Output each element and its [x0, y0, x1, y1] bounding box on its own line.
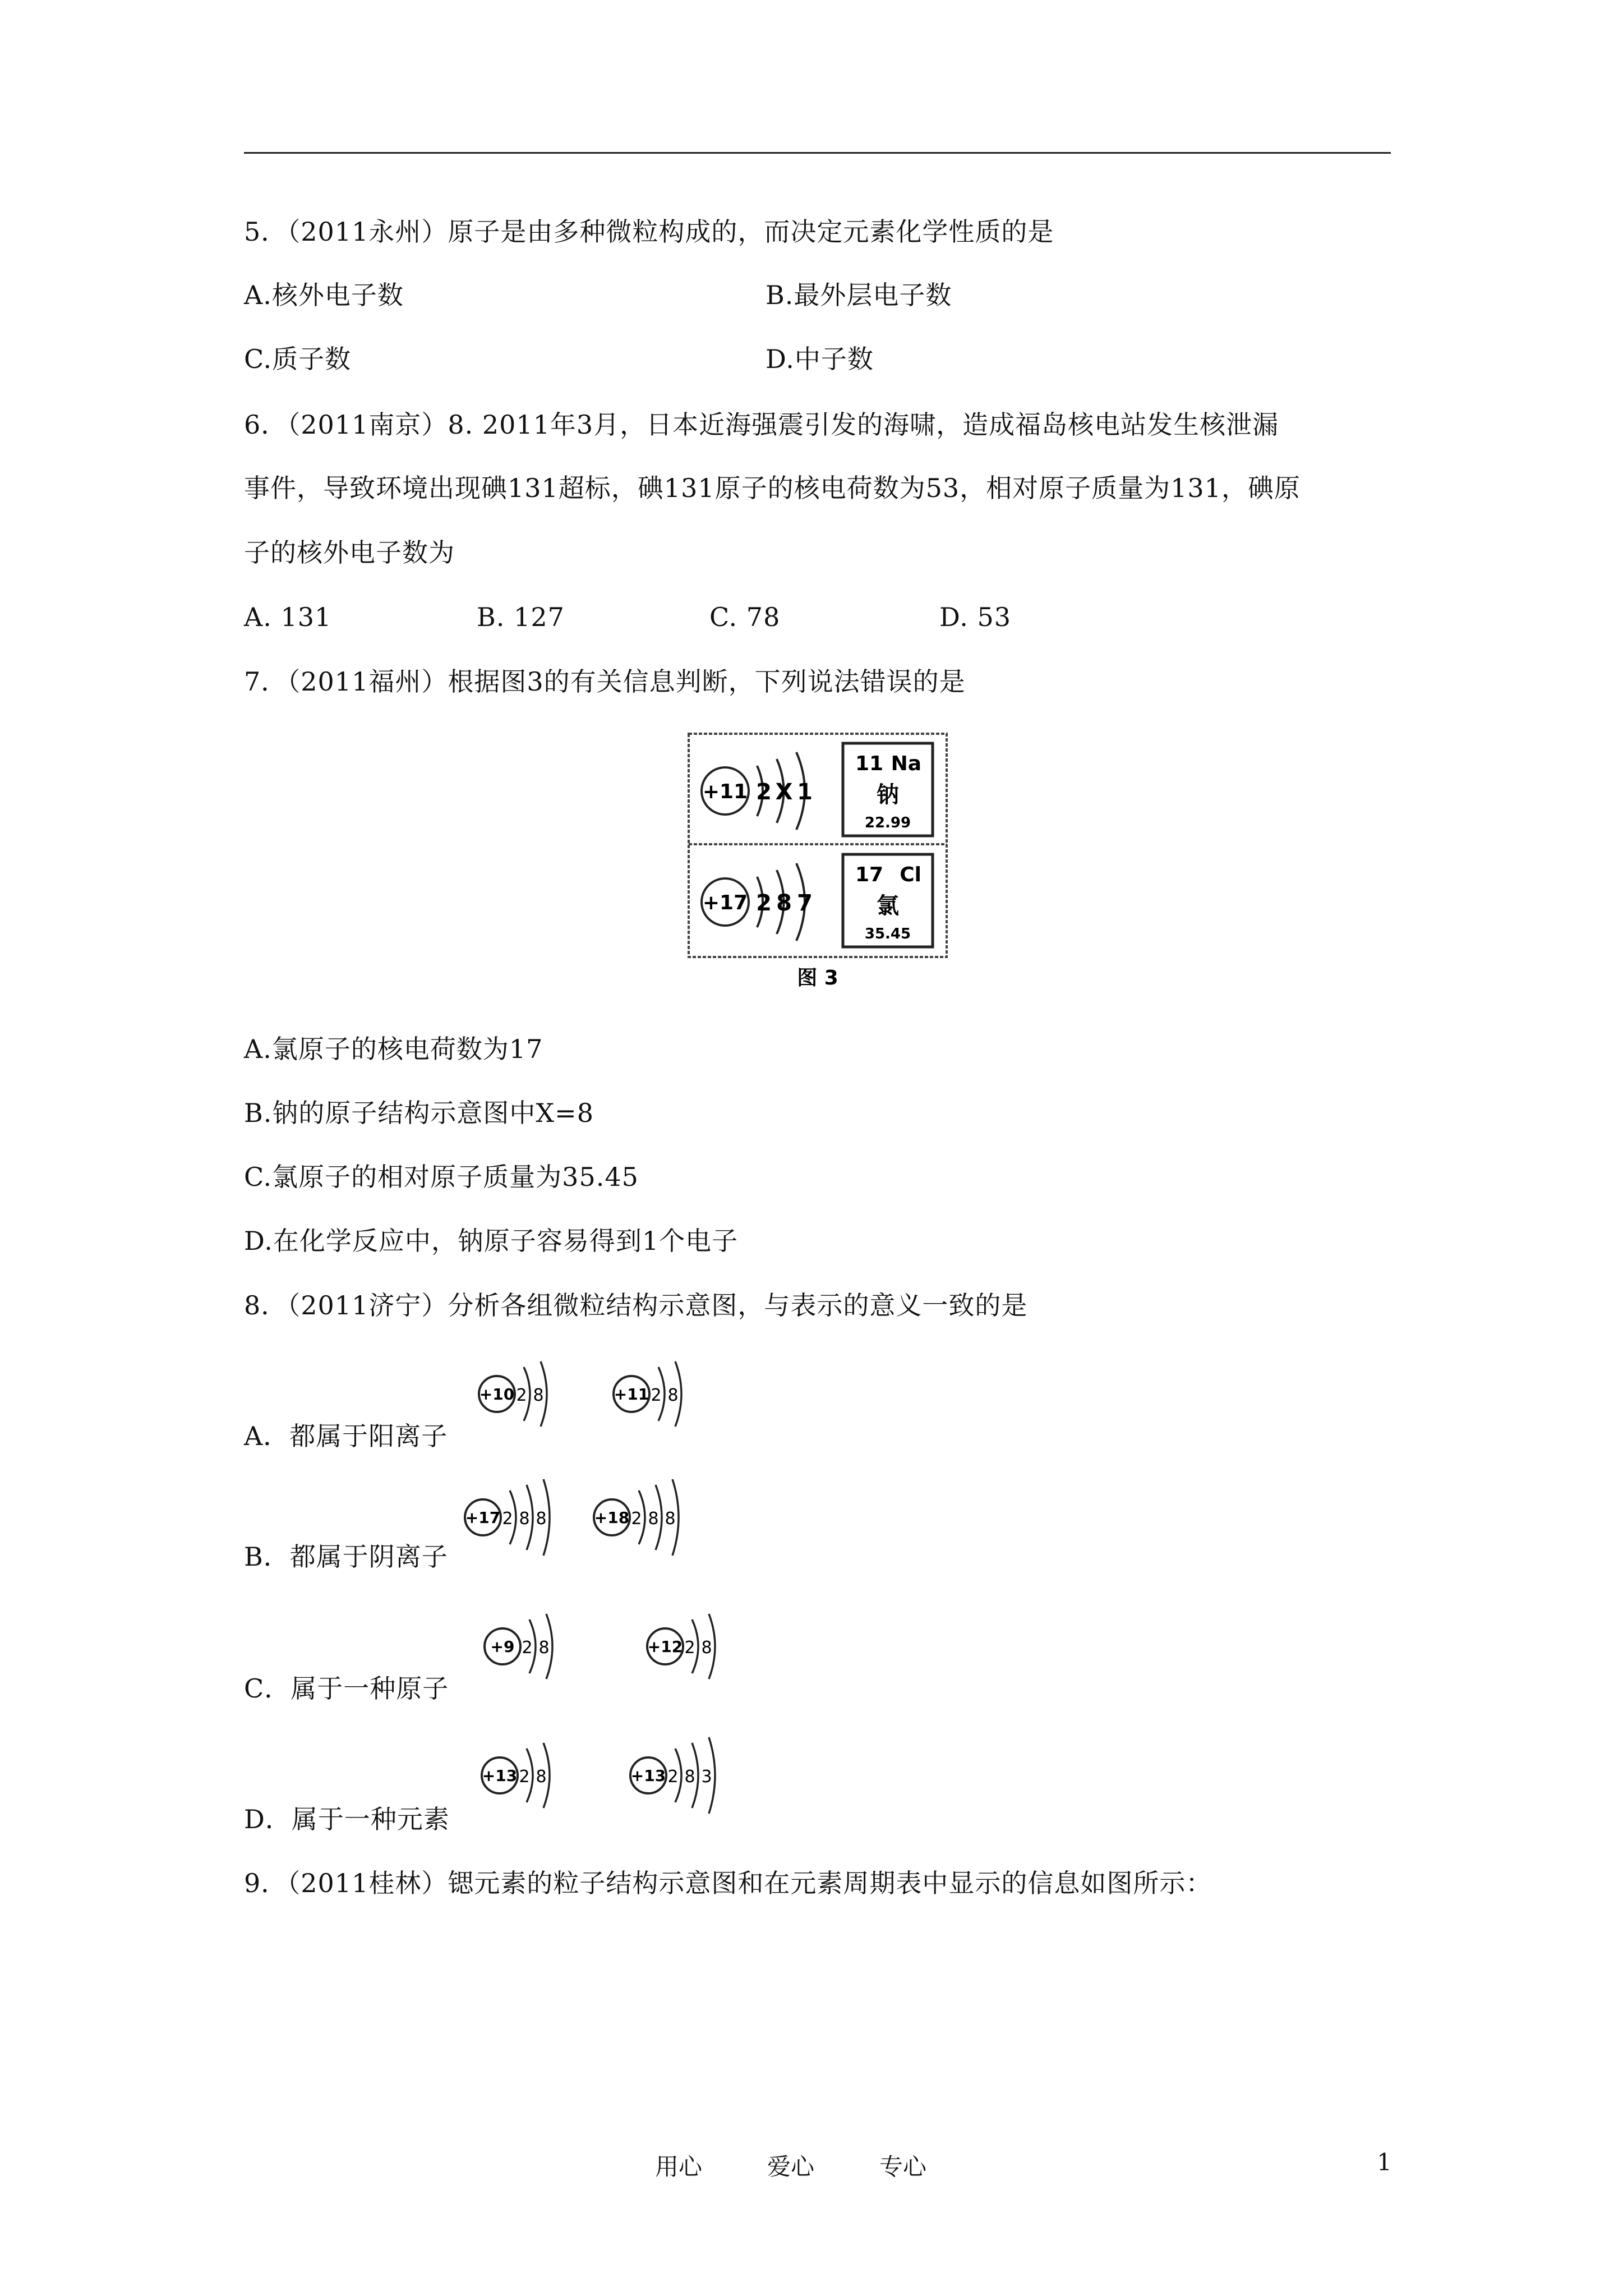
q8-option-a-diagram-1 — [477, 1352, 561, 1436]
cl-name: 氯 — [877, 893, 899, 919]
q9-stem: 9．（2011桂林）锶元素的粒子结构示意图和在元素周期表中显示的信息如图所示： — [244, 1868, 1212, 1898]
q8-option-d-label: D．属于一种元素 — [244, 1804, 450, 1834]
na-mass: 22.99 — [864, 815, 911, 831]
shell-count: 3 — [701, 1767, 712, 1787]
q8-option-b-diagram-2 — [592, 1475, 693, 1559]
nucleus-label: +9 — [490, 1637, 515, 1656]
shell-count: 2 — [522, 1638, 533, 1658]
q6-line-3: 子的核外电子数为 — [244, 537, 455, 568]
nucleus-label: +18 — [594, 1508, 630, 1527]
na-shell-count: X — [775, 779, 793, 805]
shell-count: 8 — [536, 1509, 547, 1529]
atom-structure-diagram — [479, 1733, 564, 1818]
shell-count: 2 — [502, 1509, 513, 1529]
shell-count: 8 — [533, 1386, 544, 1405]
q6-line-1: 6．（2011南京）8. 2011年3月，日本近海强震引发的海啸，造成福岛核电站发生核泄漏 — [244, 409, 1279, 440]
shell-count: 8 — [701, 1638, 712, 1658]
na-name: 钠 — [877, 782, 899, 808]
atom-structure-diagram — [645, 1604, 729, 1688]
na-atom-diagram — [702, 752, 813, 830]
q7-stem: 7．（2011福州）根据图3的有关信息判断，下列说法错误的是 — [244, 666, 966, 697]
na-element-card — [843, 743, 933, 836]
q8-option-c-diagram-1 — [482, 1604, 566, 1688]
footer-item-1: 用心 — [655, 2153, 703, 2180]
na-shell-count: 1 — [797, 779, 813, 805]
q8-option-c-label: C．属于一种原子 — [244, 1673, 449, 1704]
atom-structure-diagram — [611, 1352, 695, 1436]
atom-structure-diagram — [628, 1733, 729, 1818]
atom-structure-diagram — [477, 1352, 561, 1436]
q5-stem: 5．（2011永州）原子是由多种微粒构成的，而决定元素化学性质的是 — [244, 217, 1054, 247]
q8-option-d-diagram-2 — [628, 1733, 729, 1818]
q7-option-b: B.钠的原子结构示意图中X=8 — [244, 1098, 594, 1128]
atom-structure-diagram — [592, 1475, 693, 1559]
nucleus-label: +13 — [630, 1766, 666, 1785]
shell-count: 8 — [648, 1509, 659, 1529]
na-atomic-number: 11 — [855, 752, 884, 775]
page-number: 1 — [1377, 2148, 1392, 2176]
q8-option-b-label: B．都属于阴离子 — [244, 1542, 448, 1572]
nucleus-label: +11 — [614, 1385, 649, 1404]
footer-item-2: 爱心 — [767, 2153, 815, 2180]
q8-option-a-diagram-2 — [611, 1352, 695, 1436]
nucleus-label: +12 — [647, 1637, 683, 1656]
q8-option-c-diagram-2 — [645, 1604, 729, 1688]
shell-count: 8 — [684, 1767, 695, 1787]
nucleus-label: +10 — [479, 1385, 515, 1404]
shell-count: 2 — [631, 1509, 642, 1529]
q5-option-d: D.中子数 — [766, 344, 874, 374]
na-shell-count: 2 — [756, 779, 772, 805]
figure-caption: 图 3 — [797, 967, 838, 990]
cl-shell-count: 8 — [776, 890, 792, 916]
q7-option-d: D.在化学反应中，钠原子容易得到1个电子 — [244, 1226, 739, 1256]
q6-line-2: 事件，导致环境出现碘131超标，碘131原子的核电荷数为53，相对原子质量为131，碘原 — [244, 473, 1301, 503]
cl-atom-diagram — [702, 863, 813, 941]
q8-option-a-label: A．都属于阳离子 — [244, 1421, 448, 1451]
shell-count: 2 — [519, 1767, 530, 1787]
shell-count: 2 — [516, 1386, 527, 1405]
figure-3 — [687, 732, 951, 990]
cl-element-card — [843, 854, 933, 947]
q5-option-c: C.质子数 — [244, 344, 352, 374]
shell-count: 8 — [536, 1767, 547, 1787]
shell-count: 8 — [519, 1509, 530, 1529]
cl-nucleus-label: +17 — [702, 891, 748, 914]
shell-count: 2 — [651, 1386, 662, 1405]
q5-option-a: A.核外电子数 — [244, 280, 404, 310]
q7-option-a: A.氯原子的核电荷数为17 — [244, 1034, 543, 1064]
shell-count: 8 — [667, 1386, 679, 1405]
footer-item-3: 专心 — [879, 2153, 927, 2180]
q5-option-b: B.最外层电子数 — [766, 280, 952, 310]
cl-shell-count: 7 — [797, 890, 813, 916]
nucleus-label: +17 — [465, 1508, 501, 1527]
header-rule — [244, 152, 1391, 154]
q7-option-c: C.氯原子的相对原子质量为35.45 — [244, 1162, 639, 1192]
cl-symbol: Cl — [900, 863, 921, 886]
q6-option-b: B. 127 — [477, 602, 565, 632]
cl-shell-count: 2 — [756, 890, 772, 916]
nucleus-label: +13 — [482, 1766, 518, 1785]
q8-option-b-diagram-1 — [463, 1475, 564, 1559]
shell-count: 2 — [684, 1638, 695, 1658]
q8-stem: 8．（2011济宁）分析各组微粒结构示意图，与表示的意义一致的是 — [244, 1290, 1028, 1320]
atom-structure-diagram — [463, 1475, 564, 1559]
q8-option-d-diagram-1 — [479, 1733, 564, 1818]
q6-option-c: C. 78 — [709, 602, 781, 632]
na-nucleus-label: +11 — [702, 780, 748, 803]
q6-option-d: D. 53 — [939, 602, 1012, 632]
na-symbol: Na — [891, 752, 921, 775]
shell-count: 8 — [665, 1509, 676, 1529]
shell-count: 2 — [667, 1767, 679, 1787]
cl-mass: 35.45 — [864, 926, 911, 942]
shell-count: 8 — [538, 1638, 550, 1658]
q6-option-a: A. 131 — [244, 602, 332, 632]
cl-atomic-number: 17 — [855, 863, 884, 886]
atom-structure-diagram — [482, 1604, 566, 1688]
